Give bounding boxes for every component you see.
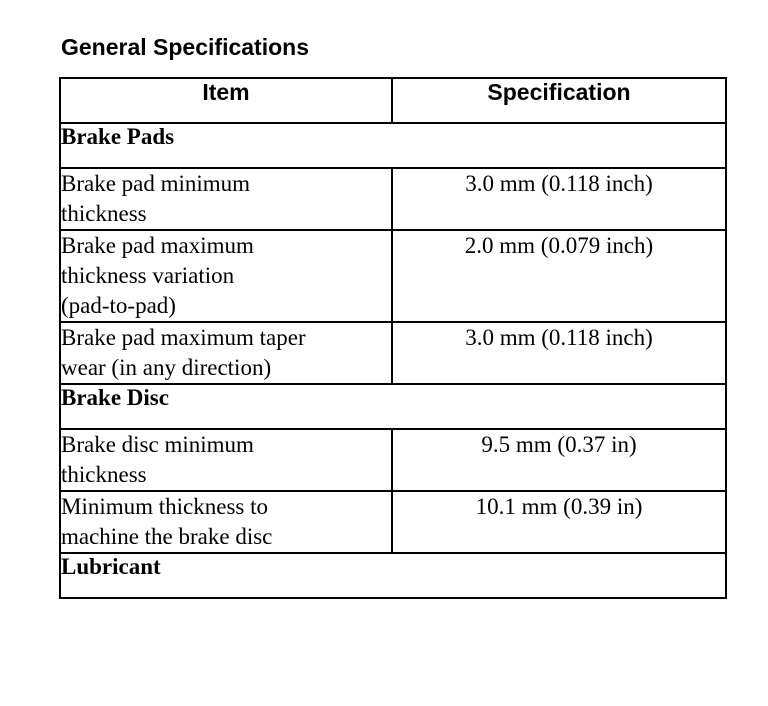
item-cell: Brake disc minimum thickness	[60, 429, 392, 491]
section-row-lubricant	[60, 553, 726, 598]
specification-cell: 2.0 mm (0.079 inch)	[392, 230, 726, 322]
specification-cell: 10.1 mm (0.39 in)	[392, 491, 726, 553]
item-cell: Minimum thickness to machine the brake disc	[60, 491, 392, 553]
section-label: Lubricant	[60, 553, 726, 598]
specification-cell: 3.0 mm (0.118 inch)	[392, 168, 726, 230]
specifications-table	[59, 77, 727, 599]
table-header-row	[60, 78, 726, 123]
table-row	[60, 168, 726, 230]
section-label: Brake Pads	[60, 123, 726, 168]
table-row	[60, 491, 726, 553]
item-cell: Brake pad minimum thickness	[60, 168, 392, 230]
column-header-specification: Specification	[392, 78, 726, 123]
item-cell: Brake pad maximum thickness variation (pad-to-pad)	[60, 230, 392, 322]
table-row	[60, 322, 726, 384]
specification-cell: 3.0 mm (0.118 inch)	[392, 322, 726, 384]
section-row-brake-disc	[60, 384, 726, 429]
page-title: General Specifications	[61, 34, 309, 60]
section-row-brake-pads	[60, 123, 726, 168]
section-label: Brake Disc	[60, 384, 726, 429]
item-cell: Brake pad maximum taper wear (in any direction)	[60, 322, 392, 384]
table-row	[60, 429, 726, 491]
specification-cell: 9.5 mm (0.37 in)	[392, 429, 726, 491]
table-row	[60, 230, 726, 322]
column-header-item: Item	[60, 78, 392, 123]
